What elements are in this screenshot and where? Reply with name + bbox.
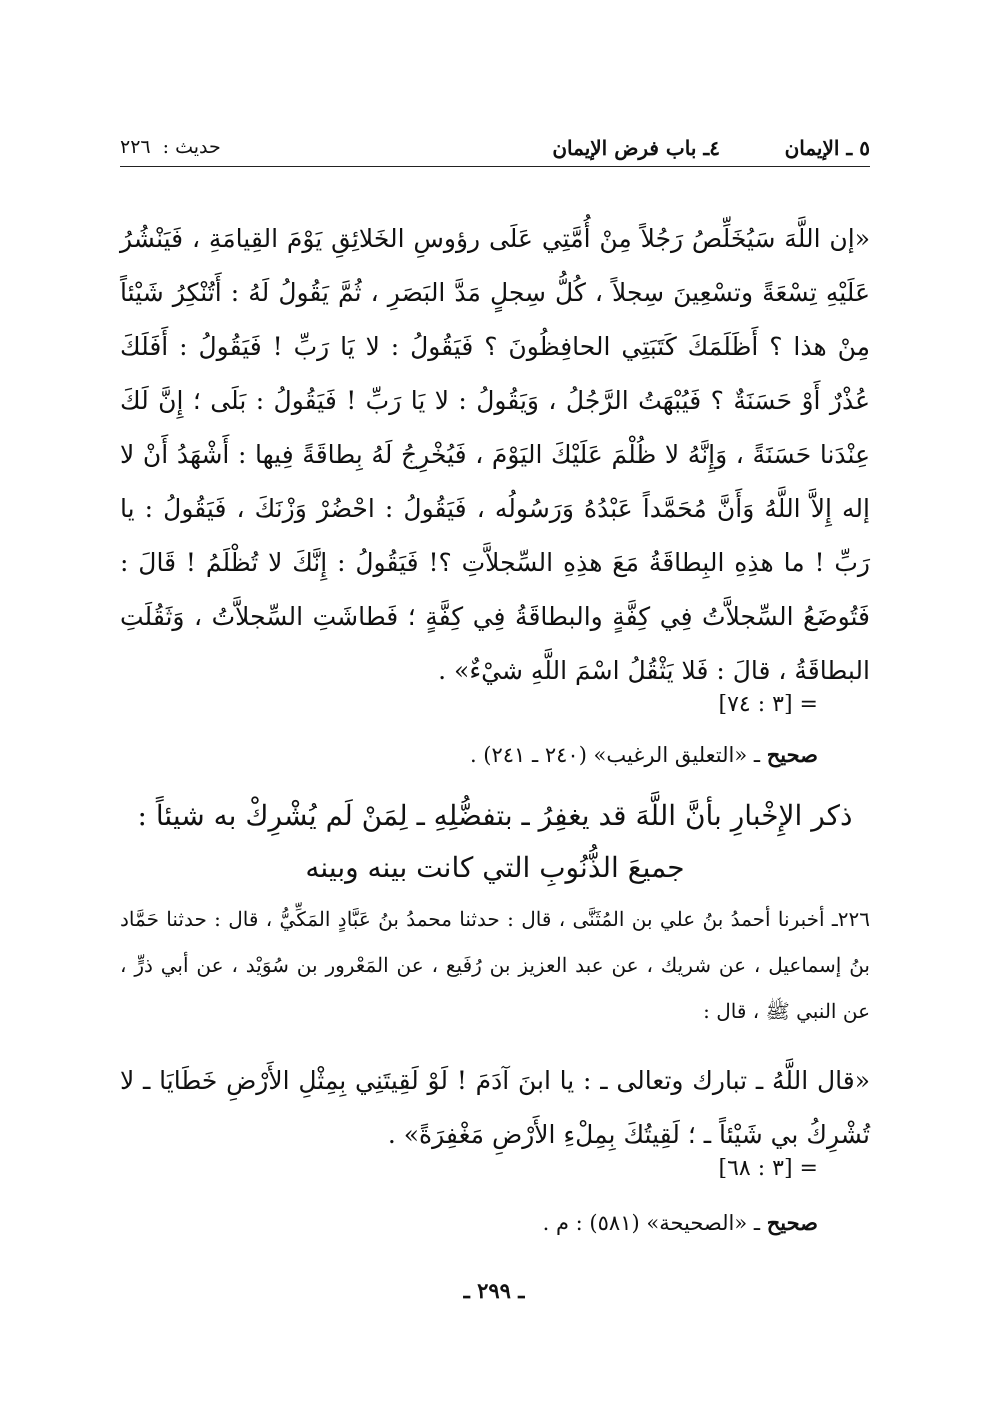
hadith-225-grading: صحيح ـ «التعليق الرغيب» (٢٤٠ ـ ٢٤١) .: [469, 742, 818, 767]
header-hadith-number: ٢٢٦: [120, 136, 151, 158]
hadith-226-grading: صحيح ـ «الصحيحة» (٥٨١) : م .: [542, 1210, 818, 1235]
grading-source: «التعليق الرغيب» (٢٤٠ ـ ٢٤١) .: [469, 743, 748, 767]
chapter-heading-line-1: ذكر الإِخْبارِ بأنَّ اللَّهَ قد يغفِرُ ـ بتفضُّلِهِ ـ لِمَنْ لَم يُشْرِكْ به شيئاً :: [137, 799, 853, 832]
hadith-226-isnad: ٢٢٦ـ أخبرنا أحمدُ بنُ علي بن المُثَنَّى ، قال : حدثنا محمدُ بنُ عَبَّادٍ المَكِّيُّ ، قال : حدثنا حَمَّاد بنُ إسماعيل ، عن شريك ، عن عبد العزيز بن رُفَيع ، عن المَعْرور بن سُوَيْد ، عن أبي ذرٍّ ، عن النبي ﷺ ، قال :: [120, 907, 870, 1023]
grading-source: «الصحيحة» (٥٨١) : م .: [542, 1211, 748, 1235]
hadith-226-text: «قال اللَّهُ ـ تبارك وتعالى ـ : يا ابنَ آدَمَ ! لَوْ لَقِيتَنِي بِمِثْلِ الأَرْضِ خَطَايَا ـ لا تُشْرِكُ بي شَيْئاً ـ ؛ لَقِيتُكَ بِمِلْءِ الأَرْضِ مَغْفِرَةً» .: [120, 1066, 870, 1149]
hadith-226-reference: = [٣ : ٦٨]: [718, 1156, 818, 1181]
chapter-heading-line-2: جميعَ الذُّنُوبِ التي كانت بينه وبينه: [305, 851, 685, 884]
hadith-225-text: «إن اللَّهَ سَيُخَلِّصُ رَجُلاً مِنْ أُمَّتِي عَلَى رؤوسِ الخَلائِقِ يَوْمَ القِيامَةِ ، فَيَنْشُرُ عَلَيْهِ تِسْعَةً وتسْعِينَ سِجلاً ، كُلُّ سِجلٍ مَدَّ البَصَرِ ، ثُمَّ يَقُولُ لَهُ : أَتُنْكِرُ شَيْئاً مِنْ هذا ؟ أَظَلَمَكَ كَتَبَتِي الحافِظُونَ ؟ فَيَقُولُ : لا يَا رَبِّ ! فَيَقُولُ : أَفَلَكَ عُذْرٌ أَوْ حَسَنَةٌ ؟ فَيُبْهَتُ الرَّجُلُ ، وَيَقُولُ : لا يَا رَبِّ ! فَيَقُولُ : بَلَى ؛ إِنَّ لَكَ عِنْدَنا حَسَنَةً ، وَإِنَّهُ لا ظُلْمَ عَلَيْكَ اليَوْمَ ، فَيُخْرِجُ لَهُ بِطاقَةً فِيها : أَشْهَدُ أَنْ لا إله إِلاَّ اللَّهُ وَأَنَّ مُحَمَّداً عَبْدُهُ وَرَسُولُه ، فَيَقُولُ : احْضُرْ وَزْنَكَ ، فَيَقُولُ : يا رَبِّ ! ما هذِهِ البِطاقَةُ مَعَ هذِهِ السِّجلاَّتِ ؟! فَيَقُولُ : إِنَّكَ لا تُظْلَمُ ! قَالَ : فَتُوضَعُ السِّجلاَّتُ فِي كِفَّةٍ والبطاقَةُ فِي كِفَّةٍ ؛ فَطاشَتِ السِّجلاَّتُ ، وَثَقُلَتِ البطاقَةُ ، قالَ : فَلا يَثْقُلُ اسْمَ اللَّهِ شيْءٌ» .: [120, 224, 870, 685]
chapter-heading: [120, 790, 870, 894]
running-header: [120, 134, 870, 167]
grading-word: صحيح: [766, 1210, 818, 1235]
header-hadith-ref: [120, 136, 221, 158]
grading-word: صحيح: [766, 742, 818, 767]
hadith-225-reference: = [٣ : ٧٤]: [718, 692, 818, 717]
header-chapter: ٥ ـ الإيمان: [784, 136, 870, 160]
header-section: ٤ـ باب فرض الإيمان: [552, 136, 720, 160]
header-hadith-label: حديث :: [162, 136, 221, 158]
page-number: ـ ٢٩٩ ـ: [463, 1278, 525, 1303]
